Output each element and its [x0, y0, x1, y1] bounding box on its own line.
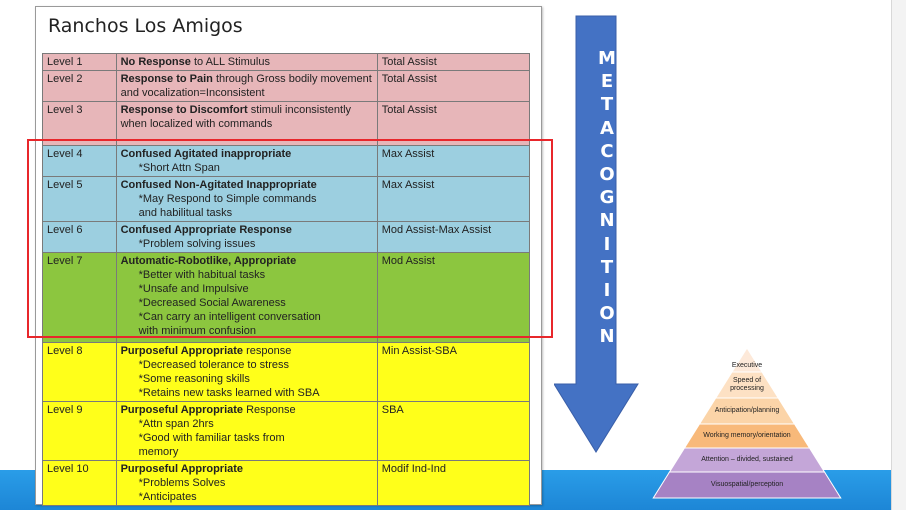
- level-cell: Level 10: [43, 461, 117, 506]
- level-name: Response to Discomfort: [120, 104, 248, 116]
- table-row: [43, 71, 530, 102]
- description-cell: [116, 461, 377, 506]
- scrollbar-track[interactable]: [891, 0, 906, 510]
- level-detail: *Good with familiar tasks from: [138, 432, 285, 444]
- level-detail: *Problem solving issues: [138, 238, 256, 250]
- cognitive-pyramid: [652, 348, 842, 500]
- metacognition-letter: I: [603, 233, 611, 255]
- level-detail: *Can carry an intelligent conversation: [138, 311, 321, 323]
- table-row: [43, 54, 530, 71]
- level-detail: *Retains new tasks learned with SBA: [138, 387, 320, 399]
- level-cell: Level 4: [43, 146, 117, 177]
- level-cell: Level 7: [43, 253, 117, 343]
- table-title: Ranchos Los Amigos: [48, 15, 243, 37]
- level-name: Confused Non-Agitated Inappropriate: [120, 179, 317, 191]
- metacognition-letter: A: [600, 117, 614, 139]
- level-detail: *Problems Solves: [138, 477, 226, 489]
- pyramid-layer-label: Attention – divided, sustained: [701, 456, 793, 463]
- level-detail: *Better with habitual tasks: [138, 269, 266, 281]
- pyramid-diagram: [652, 348, 842, 500]
- metacognition-letter: E: [600, 71, 614, 93]
- level-cell: Level 6: [43, 222, 117, 253]
- level-cell: Level 9: [43, 402, 117, 461]
- level-name: Response to Pain: [120, 73, 213, 85]
- level-description: response: [243, 345, 292, 357]
- assist-cell: Total Assist: [377, 54, 529, 71]
- level-description: to ALL Stimulus: [190, 56, 270, 68]
- metacognition-letter: M: [598, 48, 616, 69]
- assist-cell: Total Assist: [377, 102, 529, 146]
- pyramid-layer-label: Speed of processing: [730, 377, 764, 392]
- level-name: Automatic-Robotlike, Appropriate: [120, 255, 297, 267]
- level-detail: *Decreased Social Awareness: [138, 297, 286, 309]
- metacognition-label: [594, 47, 620, 349]
- assist-cell: Max Assist: [377, 146, 529, 177]
- description-cell: [116, 54, 377, 71]
- pyramid-layer-label: Visuospatial/perception: [710, 481, 784, 488]
- assist-cell: Total Assist: [377, 71, 529, 102]
- level-detail: *Some reasoning skills: [138, 373, 250, 385]
- level-name: Confused Appropriate Response: [120, 224, 292, 236]
- metacognition-letter: T: [600, 94, 614, 116]
- assist-cell: Modif Ind-Ind: [377, 461, 529, 506]
- metacognition-letter: O: [599, 303, 615, 325]
- level-name: Confused Agitated inappropriate: [120, 148, 292, 160]
- level-description: through Gross bodily movement and vocalization=Inconsistent: [120, 73, 372, 99]
- level-name: Purposeful Appropriate: [120, 345, 244, 357]
- level-name: Purposeful Appropriate: [120, 463, 244, 475]
- level-description: Response: [243, 404, 296, 416]
- table-row: [43, 402, 530, 461]
- level-detail: memory: [138, 446, 179, 458]
- level-cell: Level 2: [43, 71, 117, 102]
- assist-cell: Mod Assist-Max Assist: [377, 222, 529, 253]
- description-cell: [116, 71, 377, 102]
- highlight-box: [27, 139, 553, 338]
- pyramid-layer-label: Anticipation/planning: [714, 407, 780, 414]
- level-detail: *Attn span 2hrs: [138, 418, 214, 430]
- pyramid-layer-label: Working memory/orientation: [703, 432, 791, 439]
- level-detail: with minimum confusion: [138, 325, 256, 337]
- level-detail: *May Respond to Simple commands: [138, 193, 317, 205]
- level-cell: Level 1: [43, 54, 117, 71]
- assist-cell: Min Assist-SBA: [377, 343, 529, 402]
- level-cell: Level 5: [43, 177, 117, 222]
- level-name: Purposeful Appropriate: [120, 404, 244, 416]
- level-detail: and habilitual tasks: [138, 207, 233, 219]
- table-row: [43, 343, 530, 402]
- level-detail: *Anticipates: [138, 491, 197, 503]
- pyramid-layer-label: Executive: [731, 362, 763, 369]
- level-detail: *Decreased tolerance to stress: [138, 359, 290, 371]
- metacognition-letter: G: [599, 187, 615, 209]
- level-cell: Level 8: [43, 343, 117, 402]
- level-detail: *Unsafe and Impulsive: [138, 283, 249, 295]
- metacognition-letter: N: [599, 210, 615, 232]
- level-detail: *Short Attn Span: [138, 162, 220, 174]
- assist-cell: Mod Assist: [377, 253, 529, 343]
- assist-cell: SBA: [377, 402, 529, 461]
- level-name: No Response: [120, 56, 191, 68]
- description-cell: [116, 343, 377, 402]
- level-cell: Level 3: [43, 102, 117, 146]
- metacognition-letter: T: [600, 256, 614, 278]
- metacognition-letter: C: [600, 140, 614, 162]
- metacognition-letter: O: [599, 164, 615, 186]
- assist-cell: Max Assist: [377, 177, 529, 222]
- description-cell: [116, 402, 377, 461]
- metacognition-letter: I: [603, 280, 611, 302]
- metacognition-letter: N: [599, 326, 615, 348]
- table-row: [43, 461, 530, 506]
- level-description: stimuli inconsistently when localized with commands: [120, 104, 352, 130]
